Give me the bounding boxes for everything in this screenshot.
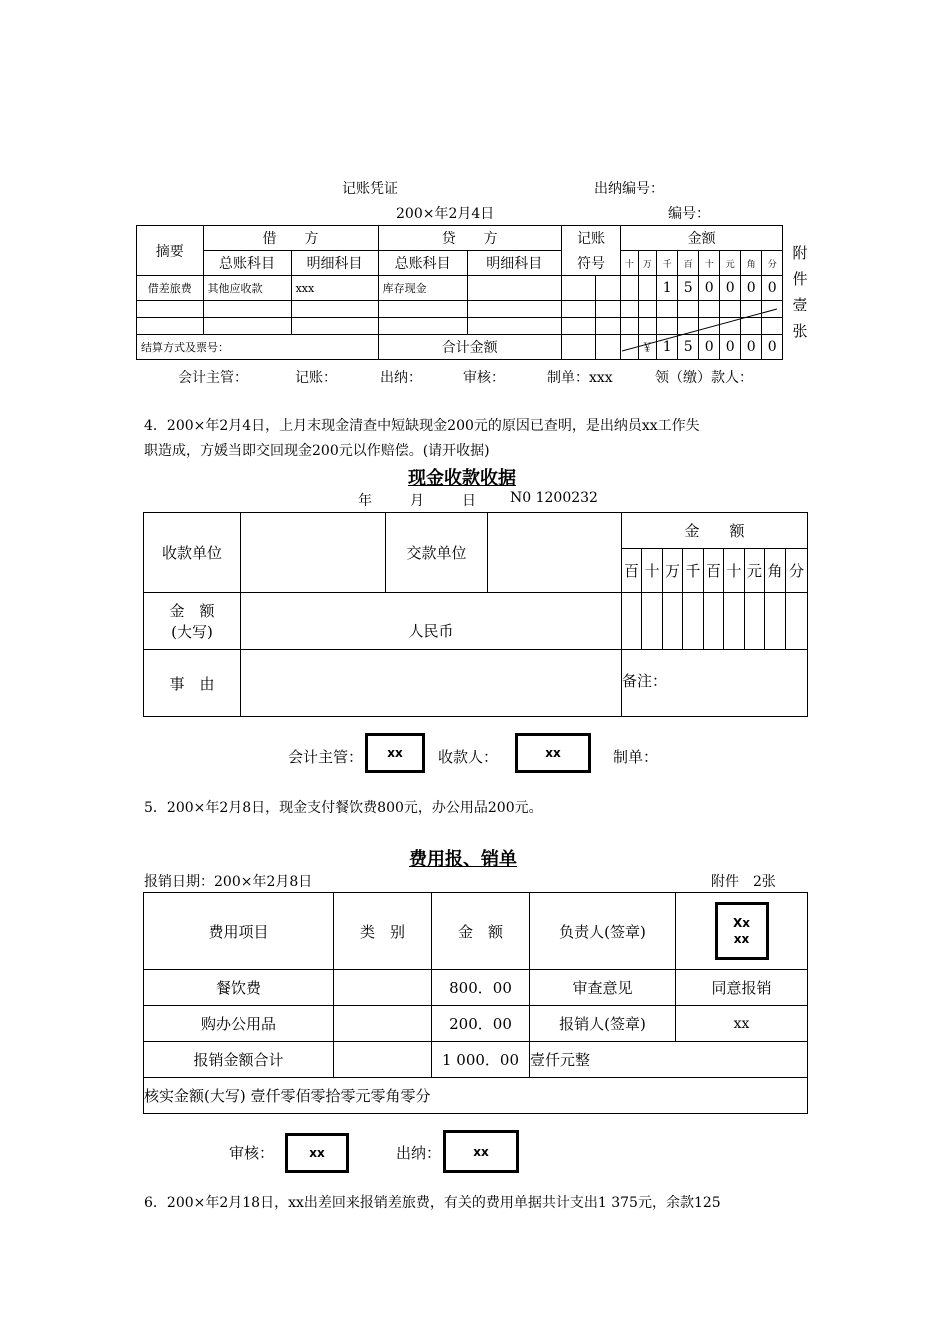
receipt-sign-maker: 制单： <box>613 748 659 766</box>
expense-value: 同意报销 <box>676 970 808 1006</box>
voucher-date: 200×年2月4日 <box>396 206 495 222</box>
row-debit-general: 其他应收款 <box>203 276 291 301</box>
payee-unit-label: 收款单位 <box>144 513 241 593</box>
stamp-text: xx <box>733 932 750 946</box>
signature-stamp: xx <box>515 733 591 773</box>
expense-row <box>144 1006 808 1042</box>
receipt-digit-header: 百 <box>622 549 642 593</box>
receipt-digit-header: 元 <box>745 549 765 593</box>
digit-header: 元 <box>720 251 740 276</box>
row-digit: 0 <box>720 276 740 301</box>
expense-sign-cashier: 出纳： <box>396 1144 442 1162</box>
receipt-amount-header: 金 额 <box>622 513 808 549</box>
responsible-stamp <box>715 902 769 960</box>
expense-item: 购办公用品 <box>144 1006 334 1042</box>
debit-header: 借 方 <box>203 226 378 251</box>
row-posting-b <box>595 276 621 301</box>
remark-label: 备注： <box>622 650 808 717</box>
total-label: 报销金额合计 <box>144 1042 334 1078</box>
expense-category <box>334 1006 432 1042</box>
verify-amount: 核实金额(大写) 壹仟零佰零拾零元零角零分 <box>144 1078 808 1114</box>
row-posting-a <box>561 276 595 301</box>
receipt-sign-receiver: 收款人： <box>438 748 499 766</box>
row-digit <box>621 276 638 301</box>
amount-words-label-2: (大写) <box>171 623 213 641</box>
total-posting-b <box>595 335 621 360</box>
cancel-diagonal-line <box>620 305 780 355</box>
receipt-table <box>143 512 808 717</box>
receipt-day: 日 <box>462 493 476 509</box>
sign-maker: 制单：xxx <box>547 370 613 386</box>
amount-words-label <box>144 593 241 650</box>
signature-stamp: xx <box>365 733 425 773</box>
attachment-char: 壹 <box>792 296 808 314</box>
voucher-no-label: 编号： <box>668 206 710 222</box>
amount-header: 金 额 <box>432 893 530 970</box>
payee-unit-value <box>241 513 386 593</box>
reason-label: 事 由 <box>144 650 241 717</box>
total-category <box>334 1042 432 1078</box>
payer-unit-label: 交款单位 <box>386 513 488 593</box>
receipt-digit-header: 分 <box>786 549 808 593</box>
voucher-title: 记账凭证 <box>342 181 398 197</box>
sign-supervisor: 会计主管： <box>178 370 248 386</box>
total-digit: 0 <box>720 335 740 360</box>
expense-label: 审查意见 <box>530 970 676 1006</box>
sign-audit: 审核： <box>463 370 505 386</box>
receipt-table-wrap <box>143 512 808 717</box>
reason-value <box>241 650 622 717</box>
attachment-vertical <box>790 240 810 344</box>
expense-verify-row <box>144 1078 808 1114</box>
row-digit: 5 <box>678 276 698 301</box>
para6-line1: 6．200×年2月18日，xx出差回来报销差旅费，有关的费用单据共计支出1 375元，余款125 <box>144 1195 721 1211</box>
total-digit: 1 <box>657 335 678 360</box>
total-digit: ￥ <box>638 335 656 360</box>
expense-table <box>143 892 808 1114</box>
receipt-year: 年 <box>358 493 372 509</box>
credit-header: 贷 方 <box>378 226 561 251</box>
summary-header: 摘要 <box>137 226 204 276</box>
receipt-digit-header: 千 <box>683 549 704 593</box>
expense-category <box>334 970 432 1006</box>
credit-detail-header: 明细科目 <box>467 251 561 276</box>
total-words: 壹仟元整 <box>530 1042 808 1078</box>
attachment-char: 件 <box>792 270 808 288</box>
attachment-char: 张 <box>792 322 808 340</box>
row-digit <box>638 276 656 301</box>
stamp-text: Xx <box>733 916 750 930</box>
responsible-header: 负责人(签章) <box>530 893 676 970</box>
digit-header: 十 <box>621 251 638 276</box>
debit-detail-header: 明细科目 <box>291 251 378 276</box>
digit-header: 千 <box>657 251 678 276</box>
item-header: 费用项目 <box>144 893 334 970</box>
responsible-stamp-cell <box>676 893 808 970</box>
total-digit: 0 <box>740 335 761 360</box>
payer-unit-value <box>488 513 622 593</box>
credit-general-header: 总账科目 <box>378 251 467 276</box>
amount-words-label-1: 金 额 <box>169 602 215 620</box>
receipt-digit-header: 百 <box>704 549 724 593</box>
expense-item: 餐饮费 <box>144 970 334 1006</box>
para4-line2: 职造成，方媛当即交回现金200元以作赔偿。(请开收据) <box>144 443 490 459</box>
debit-general-header: 总账科目 <box>203 251 291 276</box>
receipt-number: N0 1200232 <box>510 490 598 506</box>
expense-sign-audit: 审核： <box>229 1144 275 1162</box>
total-posting-a <box>561 335 595 360</box>
amount-words-value <box>241 593 622 650</box>
expense-amount: 800．00 <box>432 970 530 1006</box>
row-digit: 1 <box>657 276 678 301</box>
total-digit: 5 <box>678 335 698 360</box>
row-credit-general: 库存现金 <box>378 276 467 301</box>
expense-title: 费用报、销单 <box>409 849 517 870</box>
para5-line1: 5．200×年2月8日，现金支付餐饮费800元，办公用品200元。 <box>144 800 543 816</box>
row-digit: 0 <box>740 276 761 301</box>
receipt-digit-header: 十 <box>724 549 745 593</box>
receipt-digit-header: 万 <box>663 549 683 593</box>
receipt-month: 月 <box>410 493 424 509</box>
expense-label: 报销人(签章) <box>530 1006 676 1042</box>
row-summary: 借差旅费 <box>137 276 204 301</box>
rmb-label: 人民币 <box>408 622 454 640</box>
expense-value: xx <box>676 1006 808 1042</box>
category-header: 类 别 <box>334 893 432 970</box>
sign-cashier: 出纳： <box>380 370 422 386</box>
row-digit: 0 <box>762 276 783 301</box>
expense-total-row <box>144 1042 808 1078</box>
attachment-char: 附 <box>792 244 808 262</box>
signature-stamp: xx <box>443 1130 519 1173</box>
expense-attachment: 附件 2张 <box>711 874 776 890</box>
para4-line1: 4．200×年2月4日，上月末现金清查中短缺现金200元的原因已查明，是出纳员xx工作失 <box>144 418 700 434</box>
digit-header: 百 <box>678 251 698 276</box>
posting-header: 记账 <box>561 226 620 251</box>
amount-header: 金额 <box>621 226 783 251</box>
row-credit-detail <box>467 276 561 301</box>
voucher-row <box>137 276 783 301</box>
total-digit: 0 <box>698 335 719 360</box>
digit-header: 分 <box>762 251 783 276</box>
row-digit: 0 <box>698 276 719 301</box>
row-debit-detail: xxx <box>291 276 378 301</box>
signature-stamp: xx <box>285 1133 349 1173</box>
receipt-digit-header: 十 <box>642 549 663 593</box>
digit-header: 万 <box>638 251 656 276</box>
expense-amount: 200．00 <box>432 1006 530 1042</box>
sign-receiver: 领（缴）款人： <box>655 370 753 386</box>
sign-bookkeeper: 记账： <box>295 370 337 386</box>
expense-row <box>144 970 808 1006</box>
expense-date: 报销日期：200×年2月8日 <box>144 874 313 890</box>
expense-table-wrap <box>143 892 808 1114</box>
settlement-label: 结算方式及票号： <box>137 335 379 360</box>
total-amount: 1 000．00 <box>432 1042 530 1078</box>
digit-header: 角 <box>740 251 761 276</box>
total-label: 合计金额 <box>378 335 561 360</box>
receipt-sign-supervisor: 会计主管： <box>288 748 364 766</box>
digit-header: 十 <box>698 251 719 276</box>
posting-header-2: 符号 <box>561 251 620 276</box>
total-digit: 0 <box>762 335 783 360</box>
receipt-title: 现金收款收据 <box>408 468 516 489</box>
cashier-no-label: 出纳编号： <box>594 181 664 197</box>
receipt-digit-header: 角 <box>765 549 786 593</box>
